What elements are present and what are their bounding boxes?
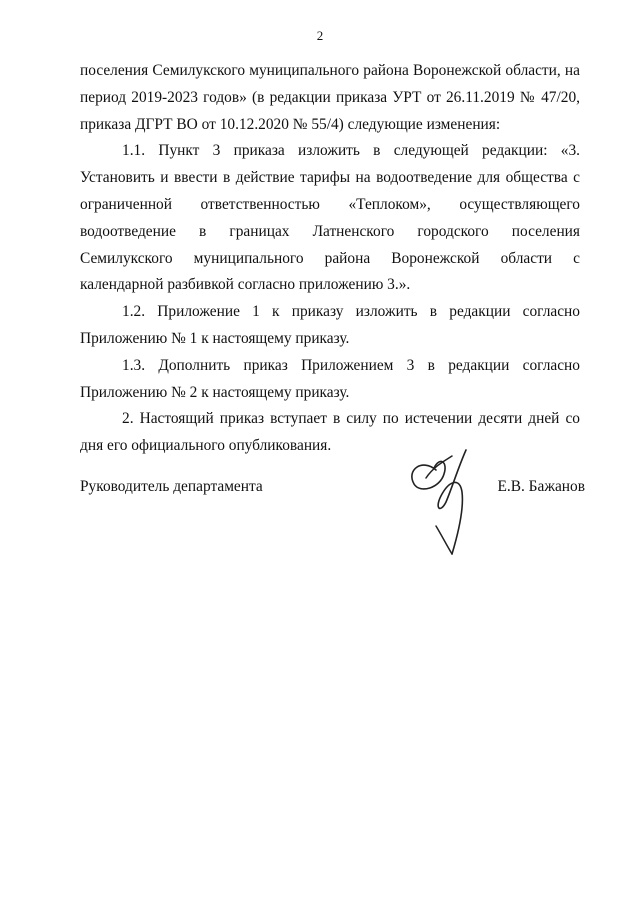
page-number: 2 (316, 28, 324, 43)
handwritten-signature (400, 448, 490, 558)
paragraph-1-1: 1.1. Пункт 3 приказа изложить в следующей редакции: «3. Установить и ввести в действие тарифы на водоотведение для общества с ограниченной ответственностью «Теплоком», осуществляющего водоотведение в границах Латненского городского поселения Семилукского муниципального района Воронежской области с календарной разбивкой согласно приложению 3.». (80, 142, 580, 294)
paragraph-continuation: поселения Семилукского муниципального района Воронежской области, на период 2019-2023 годов» (в редакции приказа УРТ от 26.11.2019 № 47/20, приказа ДГРТ ВО от 10.12.2020 № 55/4) следующие изменения: (80, 62, 580, 133)
paragraph-1-3: 1.3. Дополнить приказ Приложением 3 в редакции согласно Приложению № 2 к настоящему приказу. (80, 356, 580, 401)
signer-name: Е.В. Бажанов (497, 478, 585, 495)
paragraph-2: 2. Настоящий приказ вступает в силу по истечении десяти дней со дня его официального опубликования. (80, 410, 580, 455)
paragraph-1-2: 1.2. Приложение 1 к приказу изложить в редакции согласно Приложению № 1 к настоящему приказу. (80, 303, 580, 347)
signer-position: Руководитель департамента (80, 478, 263, 495)
document-body (80, 58, 580, 460)
signature-block (80, 478, 585, 578)
